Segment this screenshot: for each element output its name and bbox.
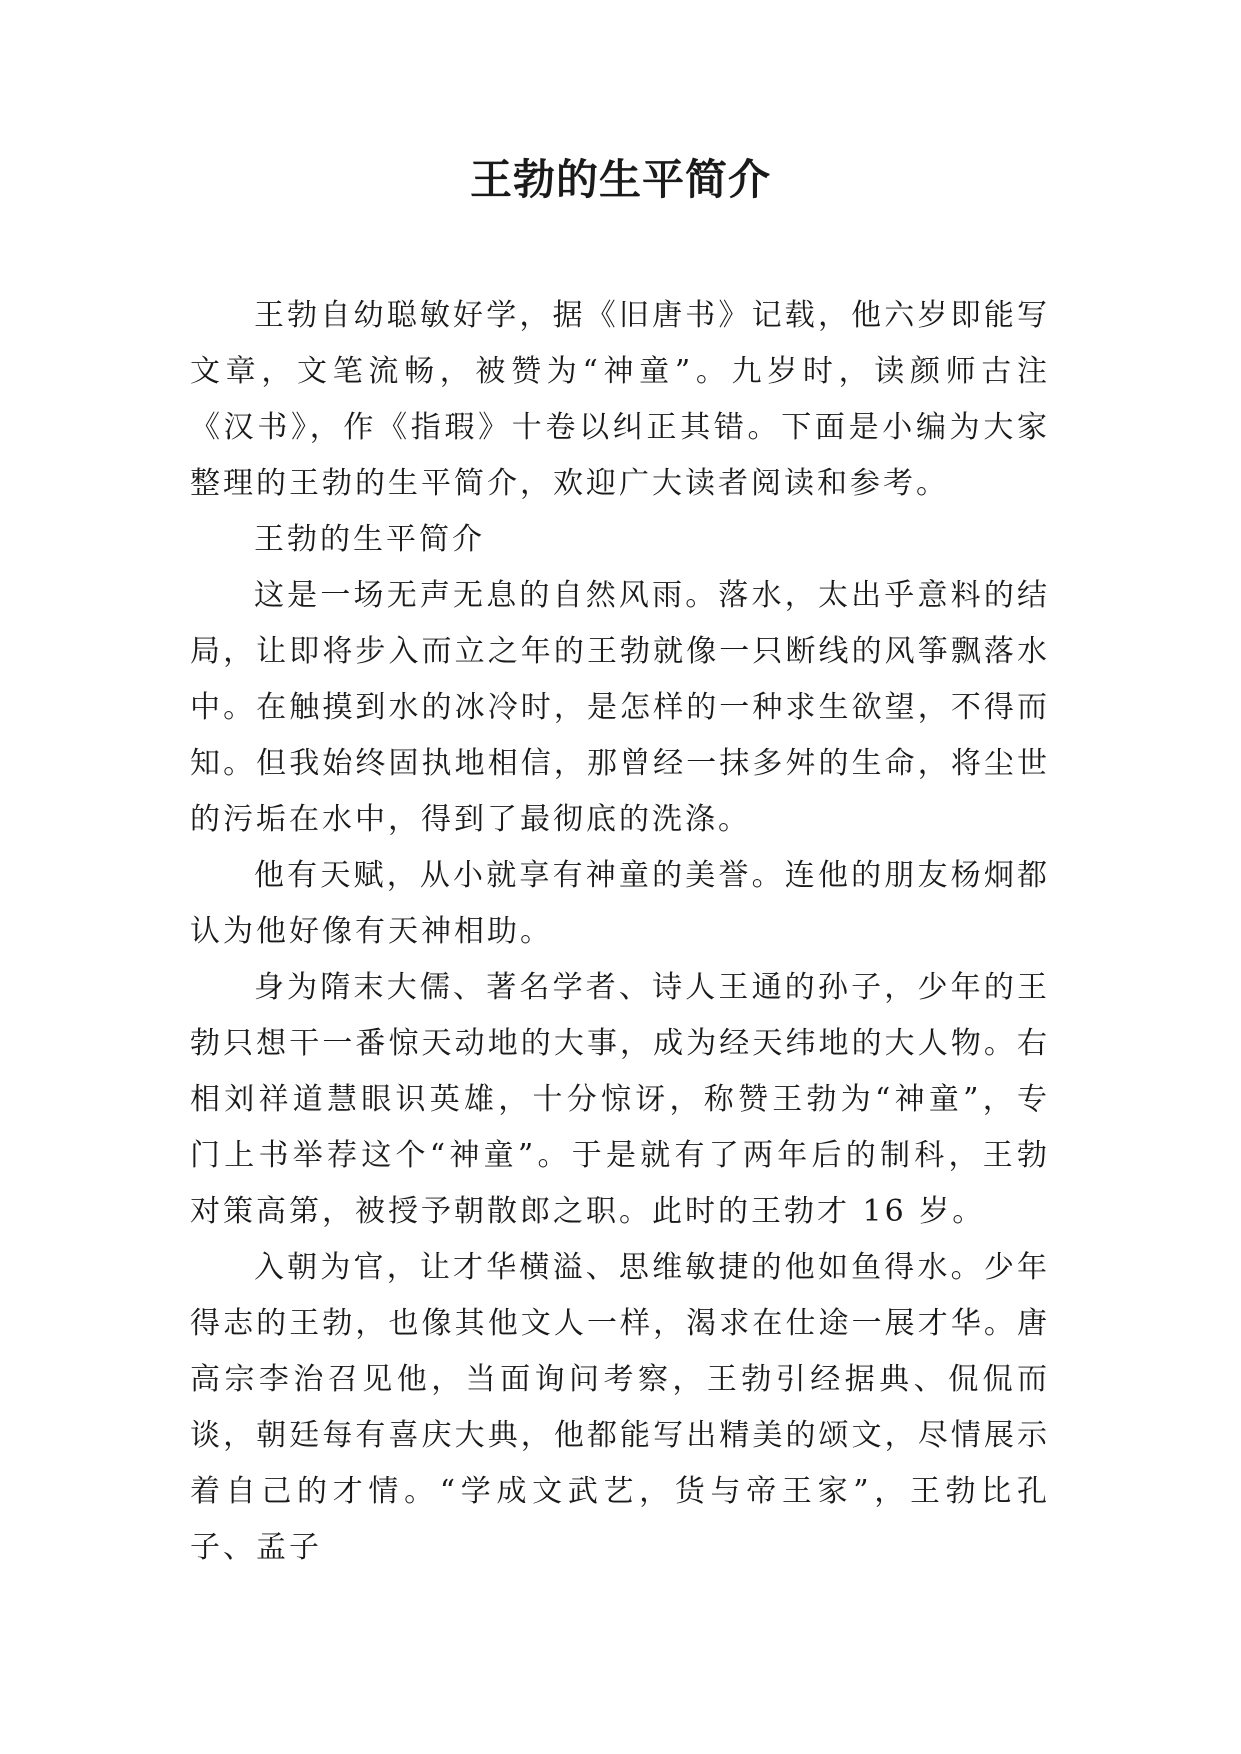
paragraph-early-career: 身为隋末大儒、著名学者、诗人王通的孙子，少年的王勃只想干一番惊天动地的大事，成为经天纬地的大人物。右相刘祥道慧眼识英雄，十分惊讶，称赞王勃为“神童”，专门上书举荐这个“神童”。于是就有了两年后的制科，王勃对策高第，被授予朝散郎之职。此时的王勃才 16 岁。 <box>190 970 1050 1229</box>
paragraph-subheading: 王勃的生平简介 <box>254 522 485 557</box>
document-body <box>190 288 1050 1576</box>
paragraph-intro: 王勃自幼聪敏好学，据《旧唐书》记载，他六岁即能写文章，文笔流畅，被赞为“神童”。九岁时，读颜师古注《汉书》，作《指瑕》十卷以纠正其错。下面是小编为大家整理的王勃的生平简介，欢迎广大读者阅读和参考。 <box>190 298 1050 501</box>
paragraph-drowning: 这是一场无声无息的自然风雨。落水，太出乎意料的结局，让即将步入而立之年的王勃就像一只断线的风筝飘落水中。在触摸到水的冰冷时，是怎样的一种求生欲望，不得而知。但我始终固执地相信，那曾经一抹多舛的生命，将尘世的污垢在水中，得到了最彻底的洗涤。 <box>190 578 1050 837</box>
document-title: 王勃的生平简介 <box>469 155 771 204</box>
paragraph-court-official: 入朝为官，让才华横溢、思维敏捷的他如鱼得水。少年得志的王勃，也像其他文人一样，渴求在仕途一展才华。唐高宗李治召见他，当面询问考察，王勃引经据典、侃侃而谈，朝廷每有喜庆大典，他都能写出精美的颂文，尽情展示着自己的才情。“学成文武艺，货与帝王家”，王勃比孔子、孟子 <box>190 1250 1050 1565</box>
paragraph-talent: 他有天赋，从小就享有神童的美誉。连他的朋友杨炯都认为他好像有天神相助。 <box>190 858 1050 949</box>
